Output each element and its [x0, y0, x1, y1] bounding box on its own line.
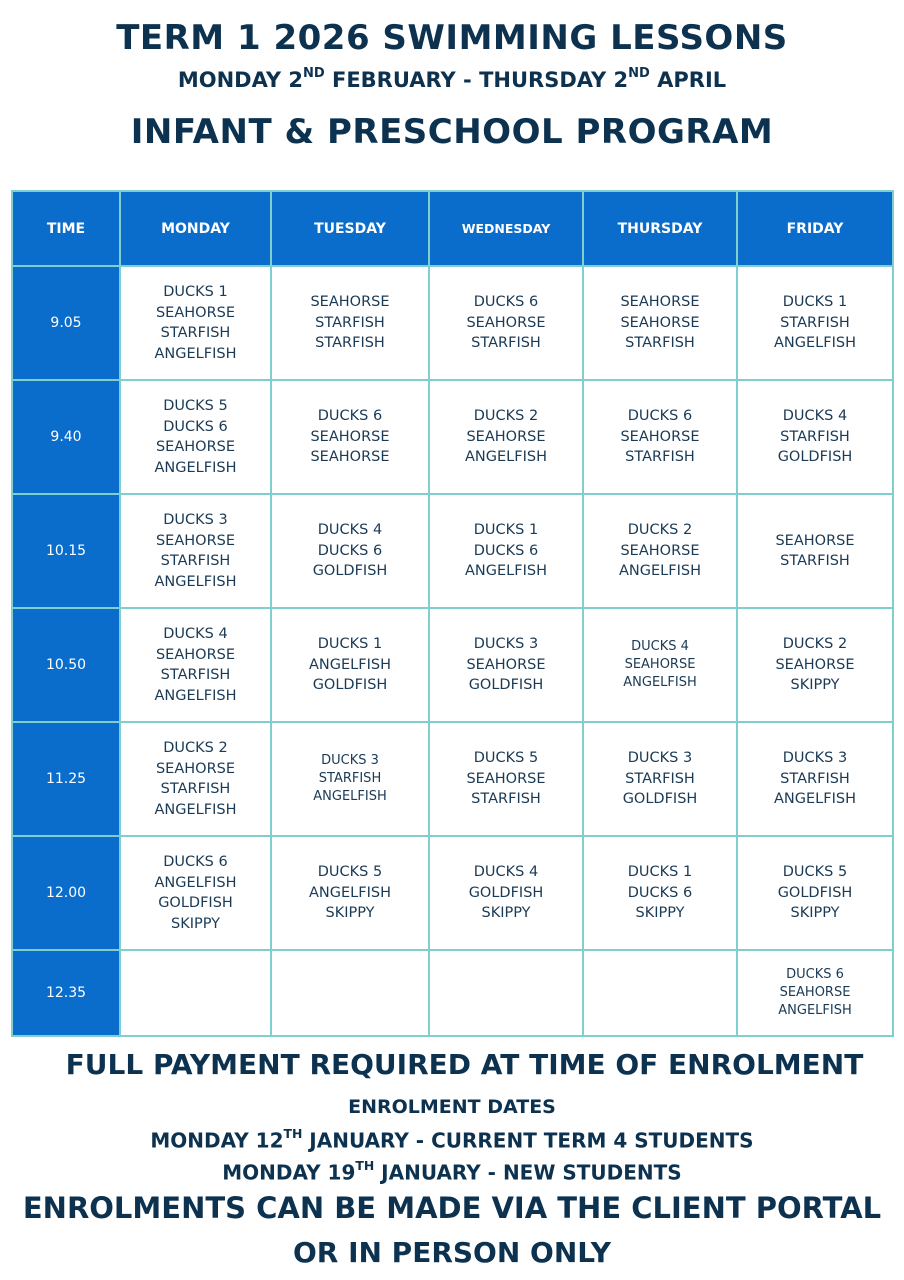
- lesson-cell-monday: [120, 608, 271, 722]
- lesson-cell-tuesday: [271, 608, 429, 722]
- class-name: STARFISH: [625, 335, 695, 352]
- class-name: DUCKS 1: [627, 864, 693, 881]
- class-name: DUCKS 3: [321, 753, 379, 768]
- class-name: DUCKS 1: [473, 522, 539, 539]
- class-name: SEAHORSE: [624, 657, 696, 672]
- lesson-cell-monday: [120, 494, 271, 608]
- class-name: SKIPPY: [790, 905, 840, 922]
- class-name: DUCKS 6: [473, 542, 539, 559]
- class-name: DUCKS 6: [786, 967, 844, 982]
- class-name: DUCKS 4: [473, 864, 539, 881]
- class-name: DUCKS 3: [473, 636, 539, 653]
- class-name: SKIPPY: [170, 915, 220, 932]
- lesson-cell-friday: [737, 722, 893, 836]
- class-name: STARFISH: [780, 314, 850, 331]
- class-name: STARFISH: [318, 771, 382, 786]
- class-name: SEAHORSE: [620, 542, 700, 559]
- class-name: ANGELFISH: [154, 345, 237, 362]
- enrolment-date-new: [0, 1160, 904, 1185]
- term-dates-mid: FEBRUARY - THURSDAY 2: [324, 68, 629, 92]
- class-name: DUCKS 6: [627, 884, 693, 901]
- class-name: STARFISH: [471, 335, 541, 352]
- time-slot: 9.40: [12, 380, 120, 494]
- table-row: [12, 608, 893, 722]
- class-name: DUCKS 6: [163, 418, 228, 435]
- class-name: ANGELFISH: [623, 675, 697, 690]
- class-name: GOLDFISH: [158, 895, 233, 911]
- time-slot: 10.15: [12, 494, 120, 608]
- col-header-wednesday: WEDNESDAY: [429, 191, 583, 266]
- class-name: DUCKS 6: [317, 408, 383, 425]
- class-name: DUCKS 2: [782, 636, 848, 653]
- table-row: [12, 950, 893, 1036]
- class-name: ANGELFISH: [774, 335, 856, 352]
- class-name: STARFISH: [160, 325, 231, 341]
- class-name: ANGELFISH: [619, 563, 701, 580]
- lesson-cell-wednesday: [429, 608, 583, 722]
- class-name: STARFISH: [780, 770, 850, 787]
- class-name: SEAHORSE: [310, 294, 390, 311]
- lesson-cell-tuesday: [271, 836, 429, 950]
- enrolment-date-new-text: JANUARY - NEW STUDENTS: [374, 1160, 682, 1185]
- class-name: SEAHORSE: [466, 656, 546, 673]
- col-header-thursday: THURSDAY: [583, 191, 737, 266]
- term-dates-end-suffix: ND: [628, 66, 650, 82]
- col-header-monday: MONDAY: [120, 191, 271, 266]
- class-name: ANGELFISH: [309, 884, 391, 901]
- class-name: STARFISH: [780, 553, 850, 569]
- class-name: ANGELFISH: [309, 656, 391, 673]
- time-slot: 11.25: [12, 722, 120, 836]
- lesson-cell-monday: [120, 836, 271, 950]
- lesson-cell-tuesday: [271, 950, 429, 1036]
- lesson-cell-tuesday: [271, 722, 429, 836]
- class-name: DUCKS 6: [317, 542, 383, 559]
- class-name: SEAHORSE: [775, 656, 855, 673]
- class-name: SKIPPY: [325, 905, 375, 922]
- enrolment-date-current: [0, 1128, 904, 1153]
- schedule-header-row: [12, 191, 893, 266]
- in-person-notice: OR IN PERSON ONLY: [292, 1236, 612, 1269]
- lesson-cell-wednesday: [429, 722, 583, 836]
- lesson-cell-monday: [120, 722, 271, 836]
- class-name: SKIPPY: [790, 677, 840, 694]
- time-slot: 12.35: [12, 950, 120, 1036]
- class-name: DUCKS 1: [317, 636, 383, 653]
- class-name: SEAHORSE: [620, 314, 700, 331]
- lesson-cell-thursday: [583, 722, 737, 836]
- class-name: GOLDFISH: [777, 449, 853, 466]
- payment-notice: FULL PAYMENT REQUIRED AT TIME OF ENROLMENT: [65, 1048, 864, 1081]
- class-name: STARFISH: [315, 335, 385, 352]
- class-name: SEAHORSE: [155, 439, 236, 455]
- lesson-cell-monday: [120, 950, 271, 1036]
- class-name: SKIPPY: [481, 905, 531, 922]
- class-name: ANGELFISH: [154, 874, 237, 891]
- class-name: ANGELFISH: [465, 563, 547, 580]
- class-name: GOLDFISH: [468, 677, 544, 694]
- class-name: DUCKS 3: [163, 512, 228, 528]
- col-header-friday: FRIDAY: [737, 191, 893, 266]
- class-name: ANGELFISH: [465, 449, 547, 466]
- lesson-cell-friday: [737, 836, 893, 950]
- class-name: STARFISH: [780, 428, 850, 445]
- lesson-cell-friday: [737, 266, 893, 380]
- class-name: DUCKS 2: [163, 740, 228, 756]
- page-title: TERM 1 2026 SWIMMING LESSONS: [116, 18, 788, 58]
- lesson-cell-friday: [737, 380, 893, 494]
- class-name: DUCKS 4: [163, 626, 228, 642]
- class-name: DUCKS 4: [317, 522, 383, 539]
- lesson-cell-thursday: [583, 266, 737, 380]
- class-name: SKIPPY: [635, 905, 685, 922]
- lesson-cell-wednesday: [429, 266, 583, 380]
- lesson-cell-friday: [737, 494, 893, 608]
- lesson-cell-friday: [737, 608, 893, 722]
- class-name: DUCKS 3: [627, 750, 693, 767]
- enrolment-date-new-day: MONDAY 19: [222, 1160, 356, 1185]
- class-name: DUCKS 2: [627, 522, 693, 539]
- class-name: SEAHORSE: [310, 449, 390, 466]
- lesson-cell-thursday: [583, 836, 737, 950]
- table-row: [12, 722, 893, 836]
- class-name: ANGELFISH: [154, 687, 237, 704]
- schedule-table: [11, 190, 894, 1037]
- table-row: [12, 266, 893, 380]
- term-dates-end: APRIL: [649, 68, 727, 92]
- class-name: ANGELFISH: [154, 573, 237, 590]
- class-name: DUCKS 5: [317, 864, 383, 881]
- class-name: SEAHORSE: [155, 646, 236, 663]
- class-name: GOLDFISH: [312, 563, 388, 580]
- program-title: INFANT & PRESCHOOL PROGRAM: [130, 112, 774, 152]
- table-row: [12, 836, 893, 950]
- class-name: STARFISH: [625, 770, 695, 787]
- time-slot: 10.50: [12, 608, 120, 722]
- class-name: STARFISH: [625, 449, 695, 466]
- lesson-cell-wednesday: [429, 380, 583, 494]
- lesson-cell-tuesday: [271, 380, 429, 494]
- class-name: SEAHORSE: [620, 428, 700, 445]
- class-name: GOLDFISH: [777, 884, 853, 901]
- class-name: DUCKS 4: [631, 639, 689, 654]
- class-name: SEAHORSE: [466, 428, 546, 445]
- class-name: STARFISH: [160, 667, 231, 683]
- class-name: SEAHORSE: [775, 532, 855, 549]
- class-name: SEAHORSE: [620, 294, 700, 311]
- class-name: ANGELFISH: [313, 789, 387, 804]
- class-name: STARFISH: [160, 781, 231, 797]
- portal-notice: ENROLMENTS CAN BE MADE VIA THE CLIENT PORTAL: [22, 1191, 882, 1225]
- class-name: ANGELFISH: [778, 1003, 852, 1018]
- enrolment-date-current-text: JANUARY - CURRENT TERM 4 STUDENTS: [302, 1128, 754, 1153]
- lesson-cell-thursday: [583, 950, 737, 1036]
- class-name: SEAHORSE: [779, 985, 851, 1000]
- class-name: DUCKS 6: [473, 294, 539, 311]
- lesson-cell-friday: [737, 950, 893, 1036]
- class-name: DUCKS 6: [627, 408, 693, 425]
- class-name: SEAHORSE: [466, 314, 546, 331]
- class-name: SEAHORSE: [155, 304, 236, 321]
- time-slot: 9.05: [12, 266, 120, 380]
- class-name: DUCKS 6: [163, 854, 228, 870]
- class-name: SEAHORSE: [466, 770, 546, 787]
- lesson-cell-wednesday: [429, 836, 583, 950]
- class-name: DUCKS 2: [473, 408, 539, 425]
- class-name: ANGELFISH: [154, 459, 237, 476]
- lesson-cell-thursday: [583, 380, 737, 494]
- lesson-cell-thursday: [583, 608, 737, 722]
- class-name: ANGELFISH: [774, 791, 856, 808]
- class-name: STARFISH: [471, 791, 541, 808]
- class-name: SEAHORSE: [155, 532, 236, 549]
- lesson-cell-tuesday: [271, 266, 429, 380]
- class-name: DUCKS 1: [782, 294, 848, 311]
- enrolment-date-current-day: MONDAY 12: [150, 1128, 284, 1153]
- term-dates-start: MONDAY 2: [177, 68, 303, 92]
- lesson-cell-thursday: [583, 494, 737, 608]
- term-dates-start-suffix: ND: [302, 66, 325, 82]
- class-name: DUCKS 1: [163, 284, 228, 300]
- col-header-tuesday: TUESDAY: [271, 191, 429, 266]
- class-name: DUCKS 3: [782, 750, 848, 767]
- class-name: STARFISH: [160, 553, 231, 569]
- class-name: DUCKS 5: [782, 864, 848, 881]
- class-name: GOLDFISH: [622, 791, 698, 808]
- lesson-cell-wednesday: [429, 950, 583, 1036]
- enrolment-date-new-suffix: TH: [355, 1158, 375, 1174]
- enrolment-date-current-suffix: TH: [283, 1126, 303, 1142]
- lesson-cell-monday: [120, 266, 271, 380]
- lesson-cell-tuesday: [271, 494, 429, 608]
- enrolment-dates-title: ENROLMENT DATES: [348, 1096, 556, 1118]
- lesson-cell-monday: [120, 380, 271, 494]
- class-name: SEAHORSE: [310, 428, 390, 445]
- class-name: DUCKS 5: [163, 398, 228, 414]
- col-header-time: TIME: [12, 191, 120, 266]
- lesson-cell-wednesday: [429, 494, 583, 608]
- class-name: DUCKS 5: [473, 750, 539, 767]
- class-name: STARFISH: [315, 314, 385, 331]
- time-slot: 12.00: [12, 836, 120, 950]
- class-name: ANGELFISH: [154, 801, 237, 818]
- table-row: [12, 494, 893, 608]
- table-row: [12, 380, 893, 494]
- class-name: GOLDFISH: [312, 677, 388, 694]
- class-name: GOLDFISH: [468, 884, 544, 901]
- class-name: DUCKS 4: [782, 408, 848, 425]
- term-dates: [0, 68, 904, 92]
- class-name: SEAHORSE: [155, 760, 236, 777]
